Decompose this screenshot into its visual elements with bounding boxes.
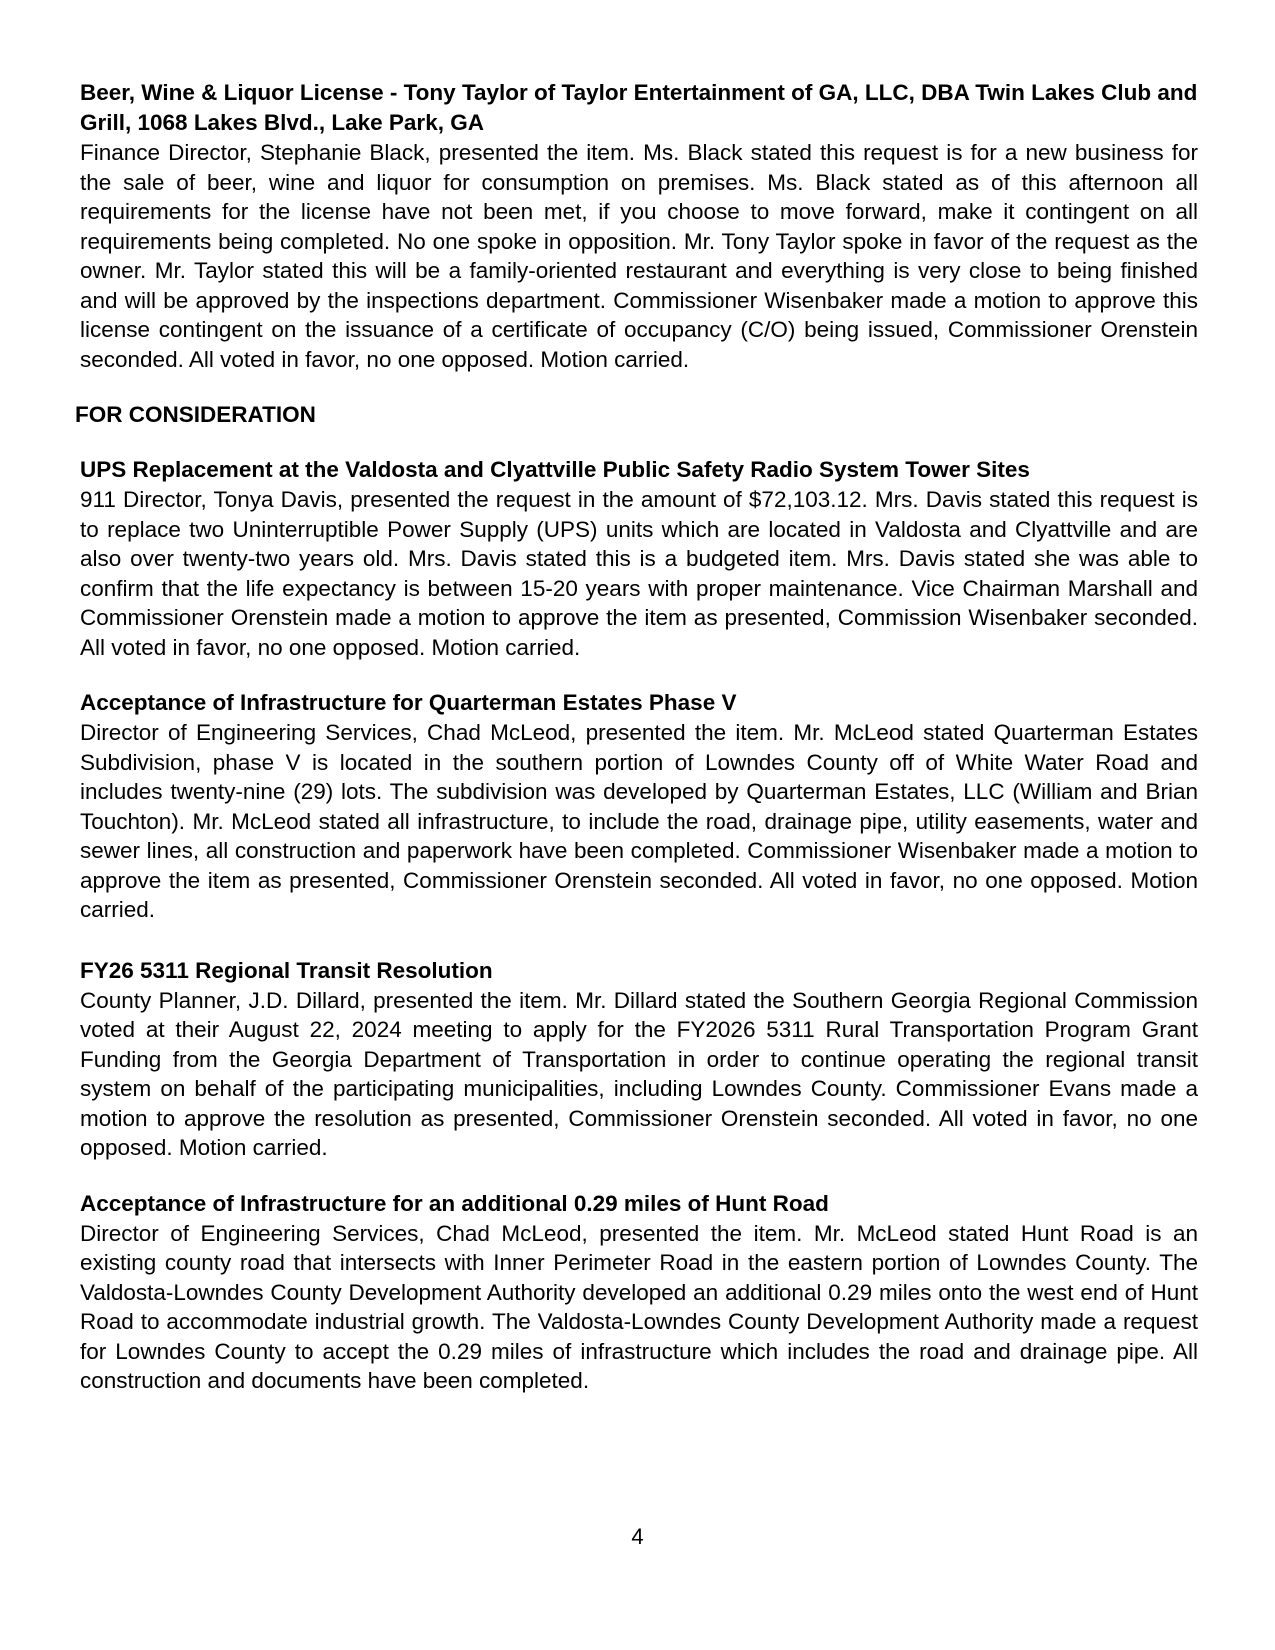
section-body: County Planner, J.D. Dillard, presented the item. Mr. Dillard stated the Southern Georgia Regional Commission voted at their August 22, 2024 meeting to apply for the FY2026 5311 Rural Transportation Program Grant Funding from the Georgia Department of Transportation in order to continue operating the regional transit system on behalf of the participating municipalities, including Lowndes County. Commissioner Evans made a motion to approve the resolution as presented, Commissioner Orenstein seconded. All voted in favor, no one opposed. Motion carried. xyxy=(80,987,1198,1160)
section-regional-transit xyxy=(80,956,1198,1163)
page-number: 4 xyxy=(631,1524,644,1549)
for-consideration-header xyxy=(75,400,1198,430)
document-page xyxy=(75,78,1198,1396)
section-ups-replacement xyxy=(80,455,1198,662)
section-heading: Acceptance of Infrastructure for an additional 0.29 miles of Hunt Road xyxy=(80,1190,829,1216)
section-body: Finance Director, Stephanie Black, presented the item. Ms. Black stated this request is for a new business for the sale of beer, wine and liquor for consumption on premises. Ms. Black stated as of this afternoon all requirements for the license have not been met, if you choose to move forward, make it contingent on all requirements being completed. No one spoke in opposition. Mr. Tony Taylor spoke in favor of the request as the owner. Mr. Taylor stated this will be a family-oriented restaurant and everything is very close to being finished and will be approved by the inspections department. Commissioner Wisenbaker made a motion to approve this license contingent on the issuance of a certificate of occupancy (C/O) being issued, Commissioner Orenstein seconded. All voted in favor, no one opposed. Motion carried. xyxy=(80,140,1198,372)
section-beer-wine-liquor-license xyxy=(80,78,1198,374)
section-quarterman-estates xyxy=(80,688,1198,925)
section-heading: UPS Replacement at the Valdosta and Clyattville Public Safety Radio System Tower Sites xyxy=(80,457,1030,482)
section-heading: Beer, Wine & Liquor License - Tony Taylor of Taylor Entertainment of GA, LLC, DBA Twin Lakes Club and Grill, 1068 Lakes Blvd., Lake Park, GA xyxy=(80,80,1198,135)
section-heading: Acceptance of Infrastructure for Quarterman Estates Phase V xyxy=(80,690,737,715)
section-body: Director of Engineering Services, Chad McLeod, presented the item. Mr. McLeod stated Hunt Road is an existing county road that intersects with Inner Perimeter Road in the eastern portion of Lowndes County. The Valdosta-Lowndes County Development Authority developed an additional 0.29 miles onto the west end of Hunt Road to accommodate industrial growth. The Valdosta-Lowndes County Development Authority made a request for Lowndes County to accept the 0.29 miles of infrastructure which includes the road and drainage pipe. All construction and documents have been completed. xyxy=(80,1220,1198,1393)
section-hunt-road xyxy=(80,1189,1198,1396)
section-heading: FY26 5311 Regional Transit Resolution xyxy=(80,957,493,983)
category-heading: FOR CONSIDERATION xyxy=(75,402,316,427)
section-body: Director of Engineering Services, Chad McLeod, presented the item. Mr. McLeod stated Quarterman Estates Subdivision, phase V is located in the southern portion of Lowndes County off of White Water Road and includes twenty-nine (29) lots. The subdivision was developed by Quarterman Estates, LLC (William and Brian Touchton). Mr. McLeod stated all infrastructure, to include the road, drainage pipe, utility easements, water and sewer lines, all construction and paperwork have been completed. Commissioner Wisenbaker made a motion to approve the item as presented, Commissioner Orenstein seconded. All voted in favor, no one opposed. Motion carried. xyxy=(80,720,1198,922)
section-body: 911 Director, Tonya Davis, presented the request in the amount of $72,103.12. Mrs. Davis stated this request is to replace two Uninterruptible Power Supply (UPS) units which are located in Valdosta and Clyattville and are also over twenty-two years old. Mrs. Davis stated this is a budgeted item. Mrs. Davis stated she was able to confirm that the life expectancy is between 15-20 years with proper maintenance. Vice Chairman Marshall and Commissioner Orenstein made a motion to approve the item as presented, Commission Wisenbaker seconded. All voted in favor, no one opposed. Motion carried. xyxy=(80,487,1198,660)
